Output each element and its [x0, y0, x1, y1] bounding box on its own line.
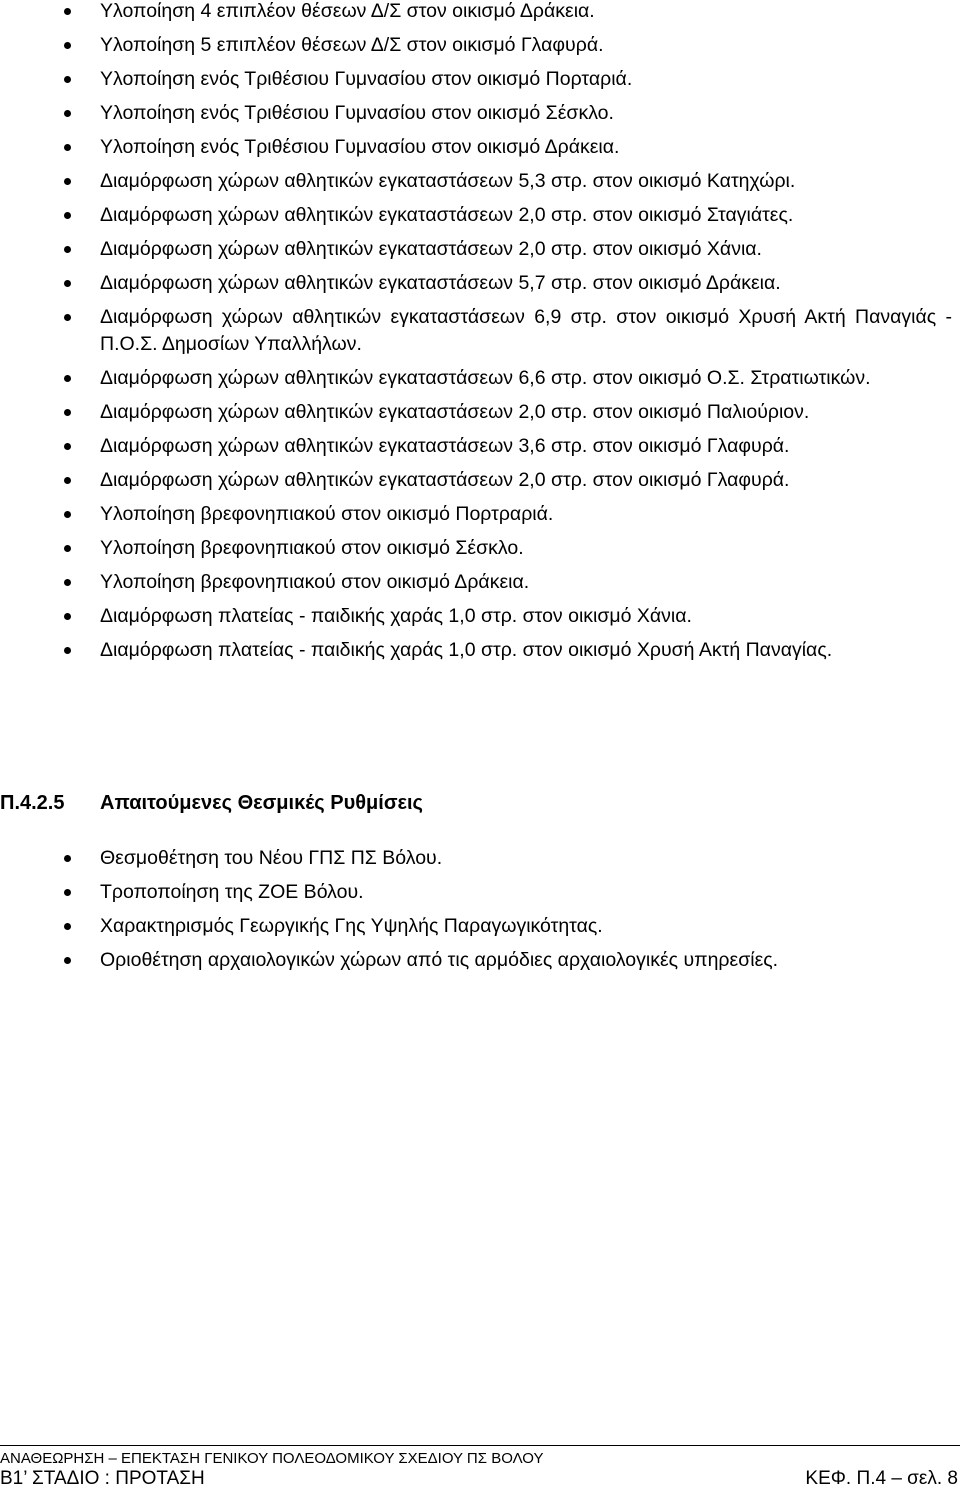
- bullet-icon: [64, 647, 71, 654]
- section-number: Π.4.2.5: [0, 792, 65, 814]
- list-item: [0, 433, 960, 460]
- list-item-text: Διαμόρφωση χώρων αθλητικών εγκαταστάσεων 6,9 στρ. στον οικισμό Χρυσή Ακτή Παναγιάς - Π.Ο.Σ. Δημοσίων Υπαλλήλων.: [100, 306, 952, 355]
- bullet-icon: [64, 246, 71, 253]
- list-item: [0, 134, 960, 161]
- footer-divider: [0, 1445, 960, 1446]
- bullet-icon: [64, 923, 71, 930]
- bullet-icon: [64, 477, 71, 484]
- list-item-text: Διαμόρφωση πλατείας - παιδικής χαράς 1,0 στρ. στον οικισμό Χρυσή Ακτή Παναγίας.: [100, 639, 833, 661]
- project-list: [0, 0, 960, 671]
- list-item: [0, 100, 960, 127]
- bullet-icon: [64, 212, 71, 219]
- bullet-icon: [64, 314, 71, 321]
- bullet-icon: [64, 42, 71, 49]
- list-item-text: Υλοποίηση βρεφονηπιακού στον οικισμό Πορτραριά.: [100, 503, 554, 525]
- list-item: [0, 399, 960, 426]
- list-item-text: Διαμόρφωση χώρων αθλητικών εγκαταστάσεων 6,6 στρ. στον οικισμό Ο.Σ. Στρατιωτικών.: [100, 367, 871, 389]
- bullet-icon: [64, 375, 71, 382]
- footer-document-title: ΑΝΑΘΕΩΡΗΣΗ – ΕΠΕΚΤΑΣΗ ΓΕΝΙΚΟΥ ΠΟΛΕΟΔΟΜΙΚΟΥ ΣΧΕΔΙΟΥ ΠΣ ΒΟΛΟΥ: [0, 1450, 544, 1467]
- list-item: [0, 66, 960, 93]
- bullet-icon: [64, 579, 71, 586]
- institutional-regulations-list: [0, 845, 960, 981]
- list-item: [0, 569, 960, 596]
- list-item: [0, 202, 960, 229]
- list-item: [0, 845, 960, 872]
- list-item-text: Διαμόρφωση χώρων αθλητικών εγκαταστάσεων 5,3 στρ. στον οικισμό Κατηχώρι.: [100, 170, 796, 192]
- list-item: [0, 168, 960, 195]
- list-item-text: Οριοθέτηση αρχαιολογικών χώρων από τις αρμόδιες αρχαιολογικές υπηρεσίες.: [100, 949, 779, 971]
- list-item-text: Διαμόρφωση χώρων αθλητικών εγκαταστάσεων 3,6 στρ. στον οικισμό Γλαφυρά.: [100, 435, 790, 457]
- list-item: [0, 947, 960, 974]
- list-item: [0, 637, 960, 664]
- list-item: [0, 535, 960, 562]
- bullet-icon: [64, 280, 71, 287]
- section-title: Απαιτούμενες Θεσμικές Ρυθμίσεις: [100, 792, 423, 814]
- list-item: [0, 270, 960, 297]
- list-item-text: Διαμόρφωση χώρων αθλητικών εγκαταστάσεων 2,0 στρ. στον οικισμό Σταγιάτες.: [100, 204, 794, 226]
- bullet-icon: [64, 443, 71, 450]
- bullet-icon: [64, 957, 71, 964]
- bullet-icon: [64, 178, 71, 185]
- list-item-text: Υλοποίηση βρεφονηπιακού στον οικισμό Σέσκλο.: [100, 537, 524, 559]
- bullet-icon: [64, 409, 71, 416]
- list-item: [0, 603, 960, 630]
- list-item: [0, 236, 960, 263]
- bullet-icon: [64, 110, 71, 117]
- list-item-text: Υλοποίηση 4 επιπλέον θέσεων Δ/Σ στον οικισμό Δράκεια.: [100, 0, 595, 22]
- list-item: [0, 304, 960, 358]
- list-item-text: Διαμόρφωση πλατείας - παιδικής χαράς 1,0 στρ. στον οικισμό Χάνια.: [100, 605, 692, 627]
- list-item-text: Υλοποίηση ενός Τριθέσιου Γυμνασίου στον οικισμό Πορταριά.: [100, 68, 633, 90]
- footer-page-ref: ΚΕΦ. Π.4 – σελ. 8: [805, 1468, 958, 1489]
- list-item-text: Διαμόρφωση χώρων αθλητικών εγκαταστάσεων 5,7 στρ. στον οικισμό Δράκεια.: [100, 272, 781, 294]
- bullet-icon: [64, 8, 71, 15]
- list-item-text: Υλοποίηση 5 επιπλέον θέσεων Δ/Σ στον οικισμό Γλαφυρά.: [100, 34, 604, 56]
- bullet-icon: [64, 855, 71, 862]
- list-item: [0, 365, 960, 392]
- list-item: [0, 879, 960, 906]
- bullet-icon: [64, 545, 71, 552]
- list-item-text: Θεσμοθέτηση του Νέου ΓΠΣ ΠΣ Βόλου.: [100, 847, 443, 869]
- list-item: [0, 467, 960, 494]
- list-item-text: Διαμόρφωση χώρων αθλητικών εγκαταστάσεων 2,0 στρ. στον οικισμό Χάνια.: [100, 238, 762, 260]
- bullet-icon: [64, 76, 71, 83]
- bullet-icon: [64, 144, 71, 151]
- list-item-text: Υλοποίηση ενός Τριθέσιου Γυμνασίου στον οικισμό Σέσκλο.: [100, 102, 614, 124]
- bullet-icon: [64, 613, 71, 620]
- list-item: [0, 0, 960, 25]
- list-item-text: Τροποποίηση της ΖΟΕ Βόλου.: [100, 881, 364, 903]
- list-item-text: Διαμόρφωση χώρων αθλητικών εγκαταστάσεων 2,0 στρ. στον οικισμό Γλαφυρά.: [100, 469, 790, 491]
- list-item-text: Υλοποίηση ενός Τριθέσιου Γυμνασίου στον οικισμό Δράκεια.: [100, 136, 620, 158]
- bullet-icon: [64, 511, 71, 518]
- footer-stage: Β1’ ΣΤΑΔΙΟ : ΠΡΟΤΑΣΗ: [0, 1468, 205, 1489]
- list-item: [0, 913, 960, 940]
- bullet-icon: [64, 889, 71, 896]
- list-item-text: Διαμόρφωση χώρων αθλητικών εγκαταστάσεων 2,0 στρ. στον οικισμό Παλιούριον.: [100, 401, 810, 423]
- list-item: [0, 32, 960, 59]
- list-item: [0, 501, 960, 528]
- list-item-text: Υλοποίηση βρεφονηπιακού στον οικισμό Δράκεια.: [100, 571, 530, 593]
- list-item-text: Χαρακτηρισμός Γεωργικής Γης Υψηλής Παραγωγικότητας.: [100, 915, 603, 937]
